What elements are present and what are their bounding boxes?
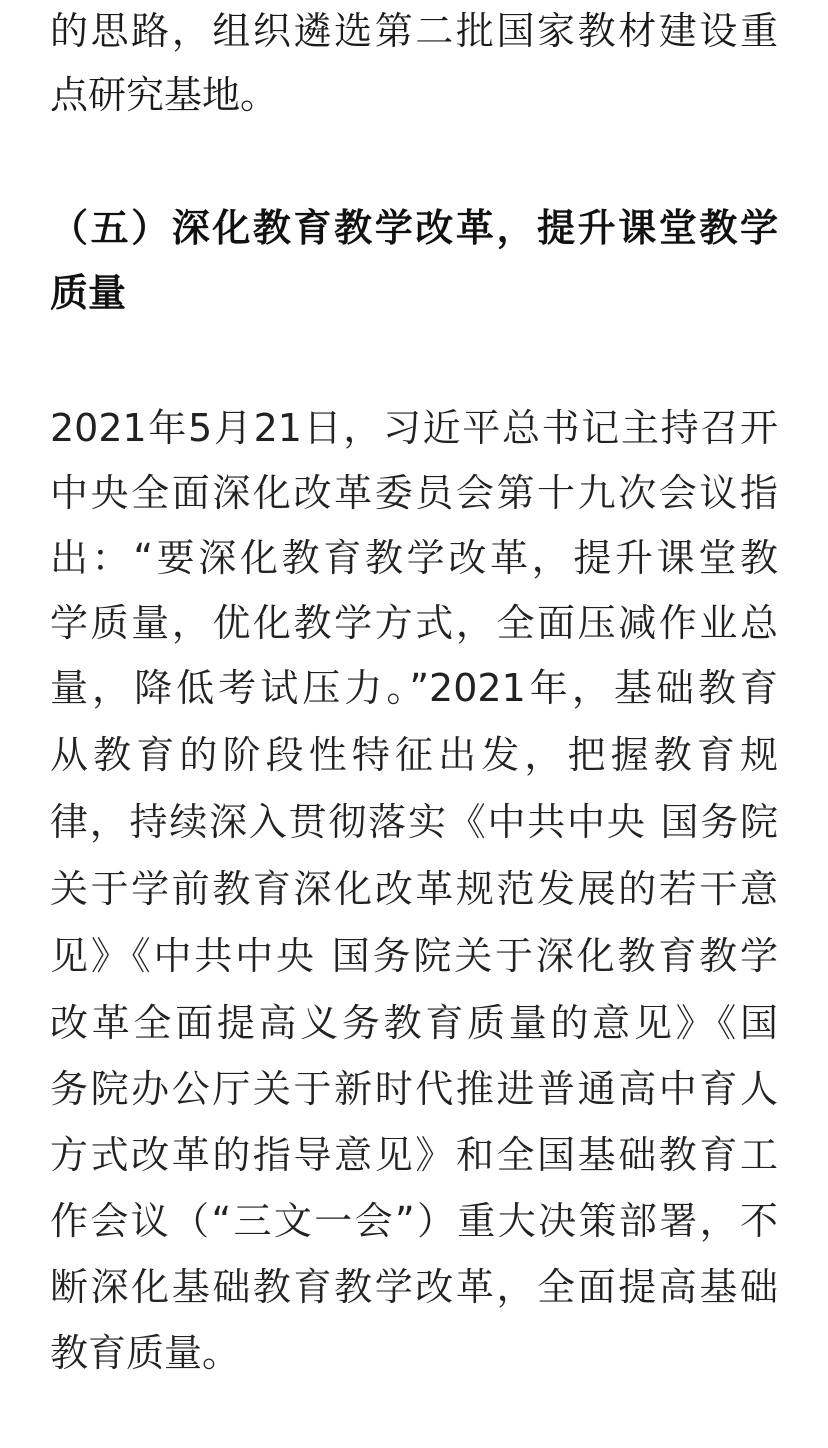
paragraph-line: 教育质量。 [50,1331,241,1375]
heading-line: 质量 [50,271,127,315]
paragraph-line: 改革全面提高义务教育质量的意见》《国 [50,1001,778,1045]
paragraph-line: 的思路，组织遴选第二批国家教材建设重 [50,9,778,53]
paragraph-line: 断深化基础教育教学改革，全面提高基础 [50,1265,778,1309]
paragraph-line: 学质量，优化教学方式，全面压减作业总 [50,601,778,645]
paragraph-line: 中央全面深化改革委员会第十九次会议指 [50,471,778,515]
paragraph-line: 务院办公厅关于新时代推进普通高中育人 [50,1067,778,1111]
paragraph-line: 2021年5月21日，习近平总书记主持召开 [50,406,778,450]
paragraph-line: 作会议（“三文一会”）重大决策部署，不 [50,1199,778,1243]
paragraph-line: 见》《中共中央 国务院关于深化教育教学 [50,934,778,978]
heading-line: （五）深化教育教学改革，提升课堂教学 [50,206,778,250]
paragraph-line: 方式改革的指导意见》和全国基础教育工 [50,1133,778,1177]
paragraph-line: 点研究基地。 [50,73,279,117]
paragraph-line: 关于学前教育深化改革规范发展的若干意 [50,867,778,911]
paragraph-line: 从教育的阶段性特征出发，把握教育规 [50,733,778,777]
paragraph-line: 出：“要深化教育教学改革，提升课堂教 [50,536,778,580]
paragraph-line: 量，降低考试压力。”2021年，基础教育 [50,666,778,710]
paragraph-line: 律，持续深入贯彻落实《中共中央 国务院 [50,800,778,844]
